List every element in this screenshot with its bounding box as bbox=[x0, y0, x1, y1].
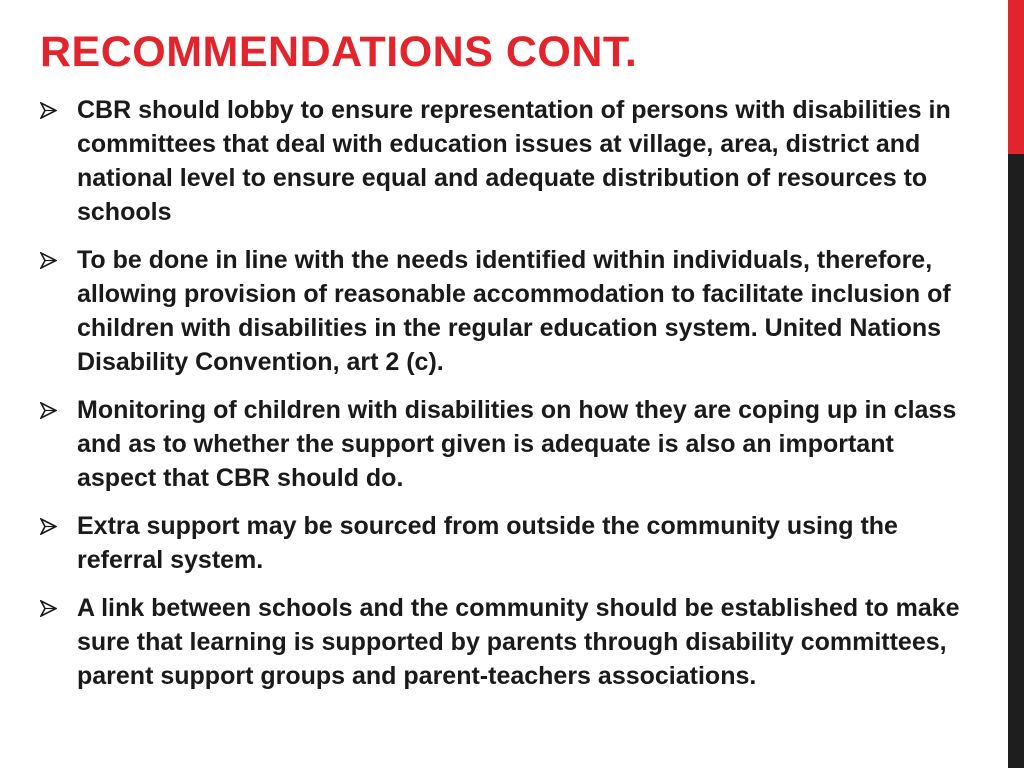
accent-bar-red bbox=[1008, 0, 1024, 154]
bullet-text: A link between schools and the community should be established to make sure that learning is supported by parents through disability committees, parent support groups and parent-teachers associations. bbox=[77, 594, 960, 690]
bullet-text: To be done in line with the needs identified within individuals, therefore, allowing provision of reasonable accommodation to facilitate inclusion of children with disabilities in the regular education system. United Nations Disability Convention, art 2 (c). bbox=[77, 246, 951, 376]
bullet-item bbox=[40, 591, 975, 693]
arrowhead-bullet-icon bbox=[40, 93, 66, 127]
bullet-item bbox=[40, 393, 975, 495]
bullet-text: CBR should lobby to ensure representation of persons with disabilities in committees that deal with education issues at village, area, district and national level to ensure equal and adequate distribution of resources to schools bbox=[77, 96, 951, 226]
bullet-text: Monitoring of children with disabilities on how they are coping up in class and as to whether the support given is adequate is also an important aspect that CBR should do. bbox=[77, 396, 957, 492]
arrowhead-bullet-icon bbox=[40, 591, 66, 625]
bullet-text: Extra support may be sourced from outside the community using the referral system. bbox=[77, 512, 898, 574]
accent-bar-dark bbox=[1008, 154, 1024, 768]
bullet-list bbox=[40, 93, 975, 707]
bullet-item bbox=[40, 243, 975, 379]
bullet-item bbox=[40, 509, 975, 577]
arrowhead-bullet-icon bbox=[40, 393, 66, 427]
bullet-item bbox=[40, 93, 975, 229]
arrowhead-bullet-icon bbox=[40, 509, 66, 543]
slide-title: RECOMMENDATIONS CONT. bbox=[40, 28, 638, 76]
arrowhead-bullet-icon bbox=[40, 243, 66, 277]
